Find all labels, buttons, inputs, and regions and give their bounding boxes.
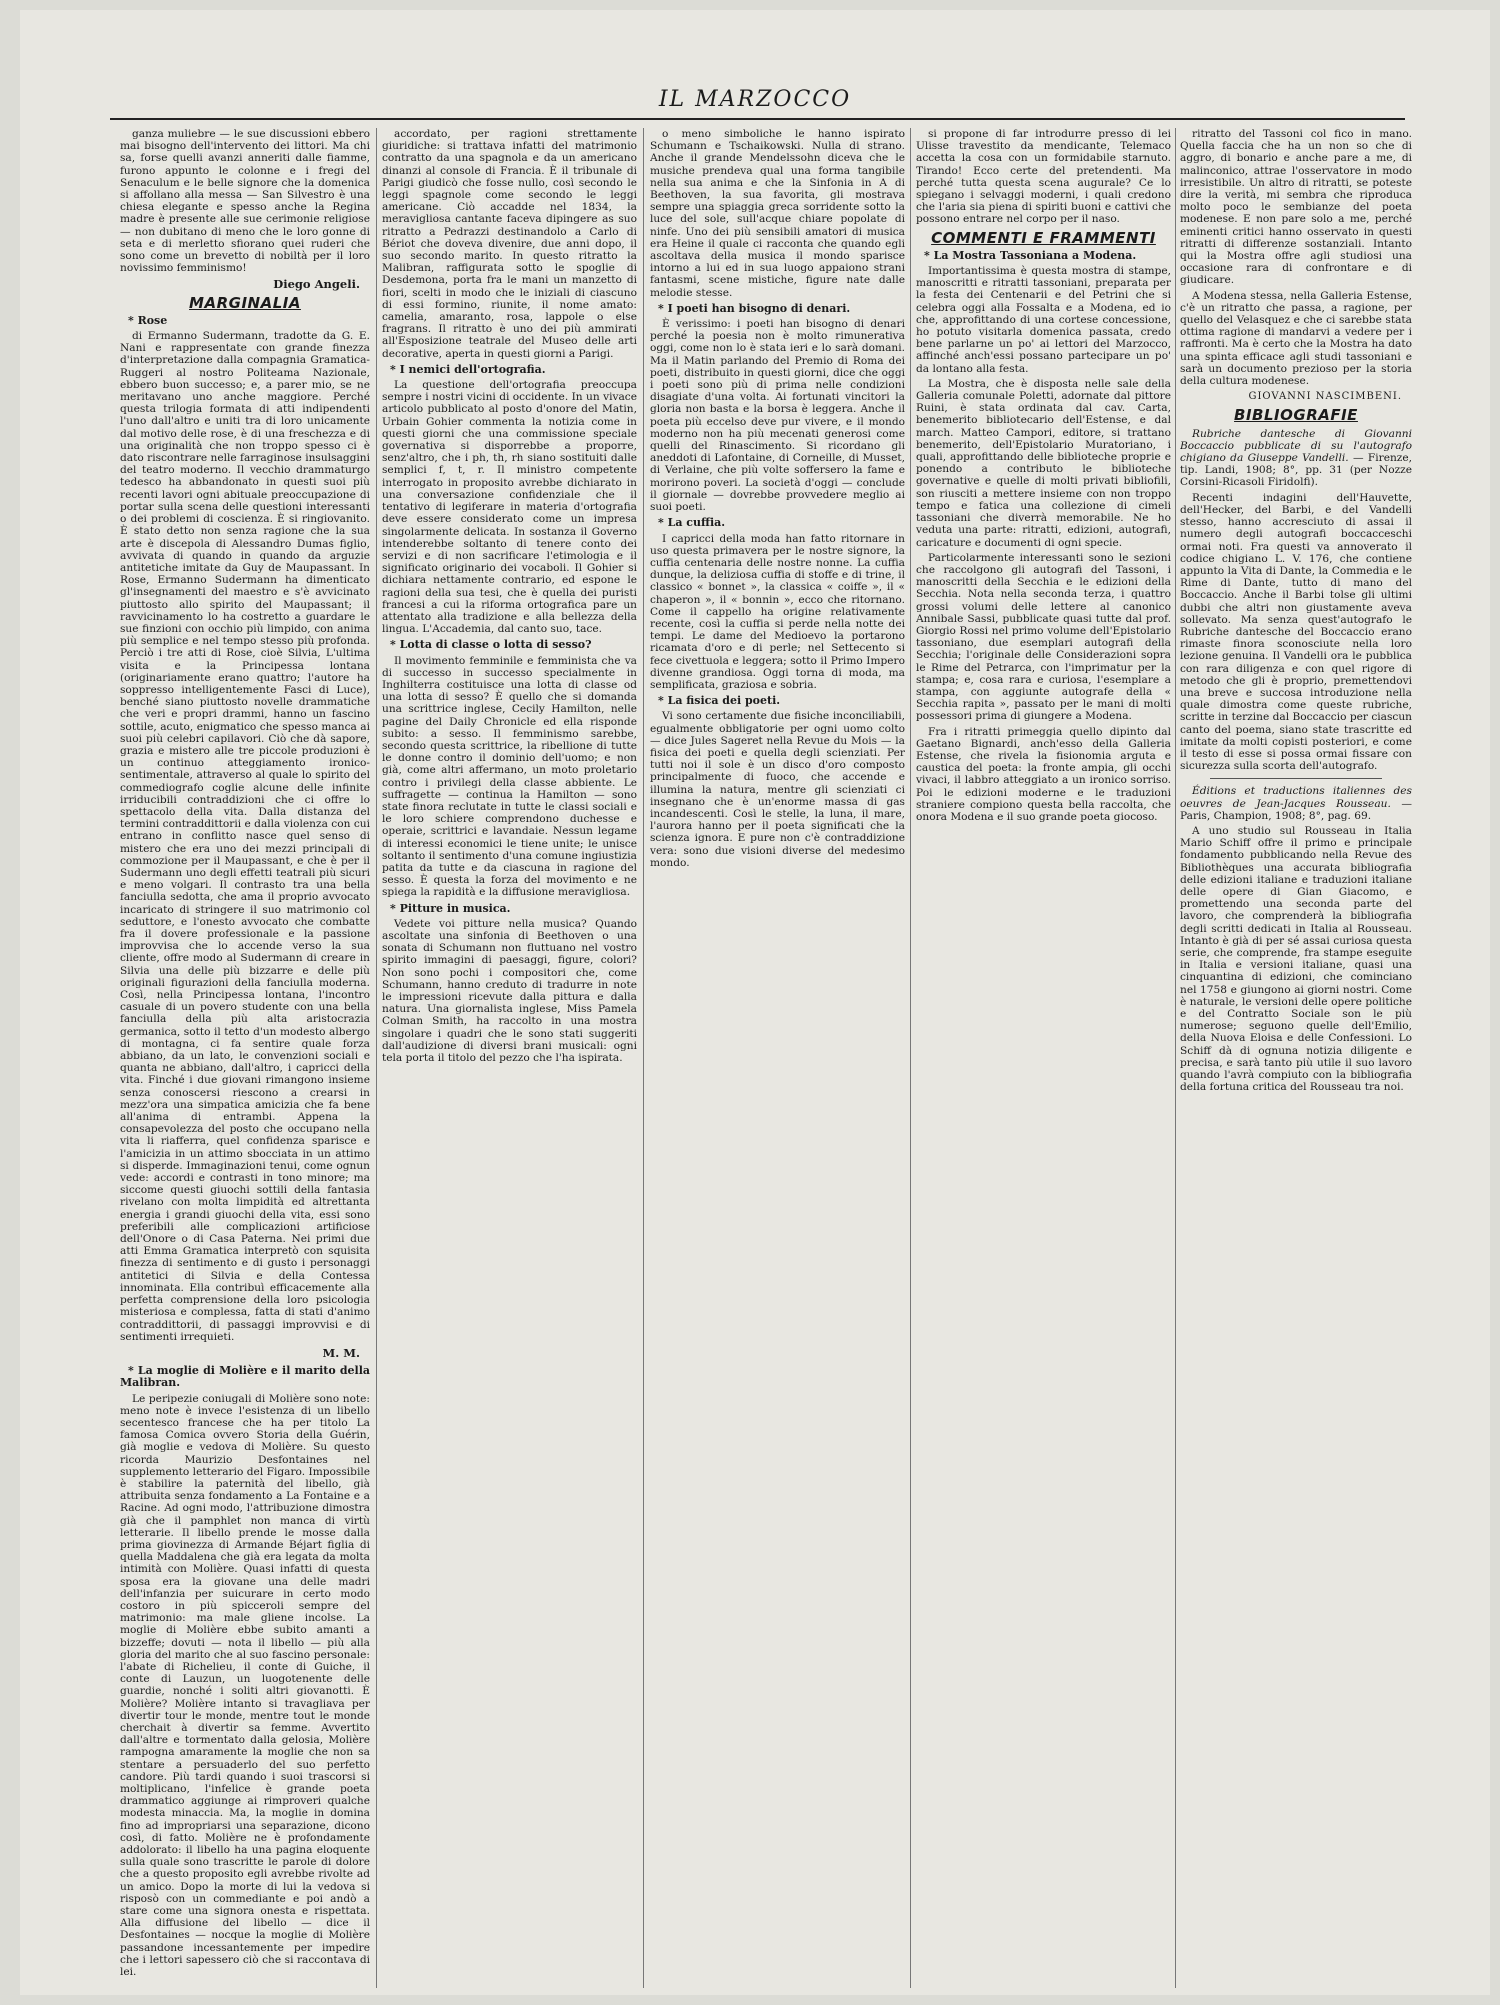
article-continuation-2: A Modena stessa, nella Galleria Estense, c'è un ritratto che passa, a ragione, per quello del Velasquez e che ci sarebbe stata ottima ragione di mandarvi a vedere per i raffronti. Ma è certo che la Mostra ha dato una spinta efficace agli studi tassoniani e sarà un documento prezioso per la storia della cultura modenese. [1180,289,1412,388]
article-text-denari: È verissimo: i poeti han bisogno di denari perché la poesia non è molto rimunerativa oggi, come non lo è stata ieri e lo sarà domani. Ma il Matin parlando del Premio di Roma dei poeti, distribuito in questi giorni, dice che oggi i poeti sono più di prima nelle condizioni disagiate d'una volta. Ai fortunati vincitori la gloria non basta e la borsa è leggera. Anche il poeta più eccelso deve pur vivere, e il mondo moderno non ha più mecenati generosi come quelli del Rinascimento. Si ricordano gli aneddoti di Lafontaine, di Corneille, di Musset, di Verlaine, che più volte soffersero la fame e morirono poveri. La società d'oggi — conclude il giornale — dovrebbe provvedere meglio ai suoi poeti. [650,318,905,514]
article-text-tassoniana-2: La Mostra, che è disposta nelle sale della Galleria comunale Poletti, adornate dal pittore Ruini, è stata ordinata dal cav. Carta, benemerito bibliotecario dell'Estense, e dal march. Matteo Campori, editore, si trattano benemerito, dell'Epistolario Muratoriano, i quali, approfittando delle biblioteche proprie e ponendo a contributo le biblioteche governative e quelle di molti privati bibliofili, son riusciti a mettere insieme con non troppo tempo e fatica una collezione di cimeli tassoniani che diverrà memorabile. Ne ho veduta una parte: ritratti, edizioni, autografi, caricature e documenti di ogni specie. [916,377,1171,549]
bibliography-entry-text: Recenti indagini dell'Hauvette, dell'Hecker, del Barbi, e del Vandelli stesso, hanno accresciuto di assai il numero degli autografi boccacceschi ormai noti. Fra questi va annoverato il codice chigiano L. V. 176, che contiene appunto la Vita di Dante, la Commedia e le Rime di Dante, tutto di mano del Boccaccio. Anche il Barbi tolse gli ultimi dubbi che altri non giustamente aveva sollevato. Ma senza quest'autografo le Rubriche dantesche del Boccaccio erano rimaste finora sconosciute nella loro lezione genuina. Il Vandelli ora le pubblica con rara diligenza e con quel rigore di metodo che gli è proprio, premettendovi una breve e succosa introduzione nella quale dimostra come queste rubriche, scritte in terzine dal Boccaccio per ciascun canto del poema, siano state trascritte ed imitate da molti copisti posteriori, e come il testo di esse si possa ormai fissare con sicurezza sulla scorta dell'autografo. [1180,491,1412,773]
article-text-lotta: Il movimento femminile e femminista che va di successo in successo specialmente in Inghilterra costituisce una lotta di classe od una lotta di sesso? È quello che si domanda una scrittrice inglese, Cecily Hamilton, nelle pagine del Daily Chronicle ed ella risponde subito: a sesso. Il femminismo sarebbe, secondo questa scrittrice, la ribellione di tutte le donne contro il dominio dell'uomo; e non già, come altri affermano, un moto proletario contro i privilegi della classe abbiente. Le suffragette — continua la Hamilton — sono state finora reclutate in tutte le classi sociali e le loro schiere comprendono duchesse e operaie, scrittrici e lavandaie. Nessun legame di interessi economici le tiene unite; le unisce soltanto il sentimento d'una comune ingiustizia patita da tutte e da ciascuna in ragione del sesso. È questa la forza del movimento e ne spiega la rapidità e la diffusione meravigliosa. [382,654,637,899]
article-title-moliere: * La moglie di Molière e il marito della Malibran. [120,1364,370,1390]
article-continuation: accordato, per ragioni strettamente giuridiche: si trattava infatti del matrimonio contratto da una spagnola e da un americano dinanzi al console di Francia. È il tribunale di Parigi giudicò che fosse nullo, così secondo le leggi spagnole come secondo le leggi americane. Ciò accadde nel 1834, la meravigliosa cantante faceva dipingere as suo ritratto a Pedrazzi destinandolo a Carlo di Bériot che doveva divenire, due anni dopo, il suo secondo marito. In questo ritratto la Malibran, raffigurata sotto le spoglie di Desdemona, porta fra le mani un manzetto di fiori, scelti in modo che le iniziali di ciascuno di essi formino, riunite, il nome amato: camelia, amaranto, rosa, lappole o else fragrans. Il ritratto è uno dei più ammirati all'Esposizione teatrale del Museo delle arti decorative, aperta in questi giorni a Parigi. [382,128,637,360]
article-continuation: ritratto del Tassoni col fico in mano. Quella faccia che ha un non so che di aggro, di bonario e anche pare a me, di malinconico, attrae l'osservatore in modo irresistibile. Un altro di ritratti, se poteste dire la verità, mi sembra che riproduca molto poco le sembianze del poeta modenese. E non pare solo a me, perché eminenti critici hanno osservato in questi ritratti di differenze sostanziali. Intanto qui la Mostra offre agli studiosi una occasione rara di confrontare e di giudicare. [1180,128,1412,287]
article-title-cuffia: * La cuffia. [658,516,726,530]
article-title-ortografia: * I nemici dell'ortografia. [390,362,546,376]
masthead-title: IL MARZOCCO [658,87,852,112]
article-title-tassoniana: * La Mostra Tassoniana a Modena. [924,248,1137,262]
column-1 [120,128,370,1988]
column-divider [910,128,911,1988]
column-5 [1180,128,1412,1988]
article-title-lotta: * Lotta di classe o lotta di sesso? [390,638,592,652]
column-2 [382,128,637,1988]
article-text-moliere: Le peripezie coniugali di Molière sono note: meno note è invece l'esistenza di un libello secentesco francese che ha per titolo La famosa Comica ovvero Storia della Guérin, già moglie e vedova di Molière. Su questo ricorda Maurizio Desfontaines nel supplemento letterario del Figaro. Impossibile è stabilire la paternità del libello, già attribuita senza fondamento a La Fontaine e a Racine. Ad ogni modo, l'attribuzione dimostra già che il pamphlet non manca di virtù letterarie. Il libello prende le mosse dalla prima giovinezza di Armande Béjart figlia di quella Maddalena che già era legata da molta intimità con Molière. Quasi infatti di questa sposa era la giovane una delle madri dell'infanzia per suicurare in certo modo costoro in più spicceroli sempre del matrimonio: ma male gliene incolse. La moglie di Molière ebbe subito amanti a bizzeffe; dovuti — nota il libello — più alla gloria del marito che al suo fascino personale: l'abate di Richelieu, il conte di Guiche, il conte di Lauzun, un luogotenente delle guardie, nonché i soliti altri giovanotti. È Molière? Molière intanto si travagliava per divertir tour le monde, mentre tout le monde cherchait à divertir sa femme. Avvertito dall'altre e tormentato dalla gelosia, Molière rampogna amaramente la moglie che non sa stentare a persuaderlo del suo perfetto candore. Più tardi quando i suoi trascorsi si moltiplicano, l'infelice è grande poeta drammatico aggiunge ai rimproveri qualche modesta minaccia. Ma, la moglie in domina fino ad impropriarsi una separazione, dicono così, di fatto. Molière ne è profondamente addolorato: il libello ha una pagina eloquente sulla quale sono trascritte le parole di dolore che a questo proposito egli avrebbe rivolte ad un amico. Dopo la morte di lui la vedova si risposò con un commediante e poi andò a stare come una signora onesta e rispettata. Alla diffusione del libello — dice il Desfontaines — nocque la moglie di Molière passandone incessantemente per impedire che i lettori sapessero ciò che si raccontava di lei. [120,1392,370,1979]
section-heading-marginalia: MARGINALIA [189,293,301,312]
article-text-cuffia: I capricci della moda han fatto ritornare in uso questa primavera per le nostre signore, la cuffia centenaria delle nostre nonne. La cuffia dunque, la deliziosa cuffia di stoffe e di trine, il classico « bonnet », la classica « coiffe », il « chaperon », il « bonnin », ecco che ritornano. Come il cappello ha origine relativamente recente, così la cuffia si perde nella notte dei tempi. Le dame del Medioevo la portarono ricamata d'oro e di perle; nel Settecento si fece civettuola e leggera; sotto il Primo Impero divenne grandiosa. Oggi torna di moda, ma semplificata, graziosa e sobria. [650,532,905,691]
bibliography-entry-title [1180,428,1412,489]
author-signature: GIOVANNI NASCIMBENI. [1248,391,1402,403]
article-continuation: ganza muliebre — le sue discussioni ebbero mai bisogno dell'intervento dei littori. Ma chi sa, forse quelli avanzi anneriti dalle fiamme, furono appunto le colonne e i fregi del Senaculum e le belle signore che la domenica si affollano alla messa — San Silvestro è una chiesa elegante e spesso anche la Regina madre è presente alle sue cerimonie religiose — non dubitano di meno che le loro gonne di seta e di merletto sfiorano quei ruderi che sono come un brevetto di nobiltà per il loro novissimo femminismo! [120,128,370,275]
newspaper-page [20,10,1490,1995]
book-title: Rubriche dantesche di Giovanni Boccaccio pubblicate di su l'autografo chigiano da Giuseppe Vandelli. [1180,427,1412,465]
article-title-denari: * I poeti han bisogno di denari. [658,301,851,315]
article-text-tassoniana-4: Fra i ritratti primeggia quello dipinto dal Gaetano Bignardi, anch'esso della Galleria Estense, che rivela la fisionomia arguta e caustica del poeta: la fronte ampia, gli occhi vivaci, il labbro atteggiato a un ironico sorriso. Poi le edizioni moderne e le traduzioni straniere compiono questa bella raccolta, che onora Modena e il suo grande poeta giocoso. [916,725,1171,823]
article-text-rose: di Ermanno Sudermann, tradotte da G. E. Nani e rappresentate con grande finezza d'interpretazione dalla compagnia Gramatica-Ruggeri al nostro Politeama Nazionale, ebbero buon successo; e, a parer mio, se ne meritavano uno anche maggiore. Perché questa trilogia formata di atti indipendenti l'uno dall'altro e uniti tra di loro unicamente dal motivo delle rose, è di una freschezza e di una originalità che non troppo spesso ci è dato riscontrare nelle farraginose insulsaggini del teatro moderno. Il vecchio drammaturgo tedesco ha abbandonato in questi suoi più recenti lavori ogni abituale preoccupazione di portar sulla scena delle questioni interessanti o dei problemi di coscienza. È si ringiovanito. È stato detto non senza ragione che la sua arte è discepola di Alessandro Dumas figlio, avvivata di quando in quando da arguzie antitetiche imitate da Guy de Maupassant. In Rose, Ermanno Sudermann ha dimenticato gl'insegnamenti del maestro e s'è avvicinato piuttosto allo spirito del Maupassant; il ravvicinamento lo ha costretto a guardare le sue finzioni con occhio più limpido, con anima più semplice e nel tempo stesso più profonda. Perciò i tre atti di Rose, cioè Silvia, L'ultima visita e la Principessa lontana (originariamente erano quattro; l'autore ha soppresso intelligentemente Fasci di Luce), benché siano piuttosto novelle drammatiche che veri e propri drammi, hanno un fascino sottile, acuto, enigmatico che spesso manca ai suoi più celebri capilavori. Ciò che dà sapore, grazia e mistero alle tre piccole produzioni è un continuo atteggiamento ironico-sentimentale, attraverso al quale lo spirito del commediografo coglie alcune delle infinite irriducibili contraddizioni che ci offre lo spettacolo della vita. Dalla distanza del termini contraddittorii e dalla violenza con cui entrano in conflitto nasce quel senso di mistero che era uno dei mezzi principali di commozione per il Maupassant, e che è per il Sudermann uno degli effetti teatrali più sicuri e meno volgari. Il contrasto tra una bella fanciulla sedotta, che ama il proprio avvocato incaricato di stringere il suo matrimonio col seduttore, e l'onesto avvocato che combatte fra il dovere professionale e la passione improvvisa che lo accende verso la sua cliente, offre modo al Sudermann di creare in Silvia una delle più bizzarre e delle più originali figurazioni della fanciulla moderna. Così, nella Principessa lontana, l'incontro casuale di un povero studente con una bella fanciulla della più alta aristocrazia germanica, sotto il tetto d'un modesto albergo di montagna, ci fa sentire quale forza abbiano, da un lato, le convenzioni sociali e quanta ne abbiano, dall'altro, i capricci della vita. Finché i due giovani rimangono insieme senza conoscersi riescono a crearsi in mezz'ora una simpatica amicizia che fa bene all'anima di entrambi. Appena la consapevolezza del posto che occupano nella vita li riafferra, quel confidenza sparisce e l'amicizia in un attimo sbocciata in un attimo si disperde. Immaginazioni tenui, come ognun vede: accordi e contrasti in tono minore; ma siccome questi giuochi sottili della fantasia rivelano con molta limpidità ed altrettanta energia i grandi giuochi della vita, essi sono preferibili alle complicazioni artificiose dell'Onore o di Casa Paterna. Nei primi due atti Emma Gramatica interpretò con squisita finezza di sentimento e di gusto i personaggi antitetici di Silvia e della Contessa innominata. Ella contribuì efficacemente alla perfetta comprensione della loro psicologia misteriosa e complessa, fatta di stati d'animo contraddittorii, di passaggi improvvisi e di sentimenti irrequieti. [120,330,370,1343]
entry-divider [1210,778,1382,779]
article-continuation: o meno simboliche le hanno ispirato Schumann e Tschaikowski. Nulla di strano. Anche il grande Mendelssohn diceva che le musiche prendeva qual una forma tangibile nella sua anima e che la Sinfonia in A di Beethoven, la sua favorita, gli mostrava sempre una spiaggia greca sorridente sotto la luce del sole, sull'acque chiare popolate di ninfe. Uno dei più sensibili amatori di musica era Heine il quale ci racconta che quando egli ascoltava della musica il mondo sparisce intorno a lui ed in sua luogo appaiono strani fantasmi, scene mistiche, figure nate dalle melodie stesse. [650,128,905,299]
column-divider [1175,128,1176,1988]
section-heading-bibliografie: BIBLIOGRAFIE [1234,406,1358,425]
author-signature: Diego Angeli. [273,277,360,292]
article-title-fisica: * La fisica dei poeti. [658,694,781,708]
book-title: Éditions et traductions italiennes des oeuvres de Jean-Jacques Rousseau. [1180,785,1412,810]
article-text-pitture: Vedete voi pitture nella musica? Quando ascoltate una sinfonia di Beethoven o una sonata di Schumann non fluttuano nel vostro spirito immagini di paesaggi, figure, colori? Non sono pochi i compositori che, come Schumann, hanno creduto di tradurre in note le impressioni ricevute dalla pittura e dalla natura. Una giornalista inglese, Miss Pamela Colman Smith, ha raccolto in una mostra singolare i quadri che le sono stati suggeriti dall'audizione di diversi brani musicali: ogni tela porta il titolo del pezzo che l'ha ispirata. [382,917,637,1065]
masthead-rule [110,118,1405,120]
bibliography-entry-text: A uno studio sul Rousseau in Italia Mario Schiff offre il primo e principale fondamento pubblicando nella Revue des Bibliothèques una accurata bibliografia delle edizioni italiane e traduzioni italiane delle opere di Gian Giacomo, e promettendo una seconda parte del lavoro, che comprenderà la bibliografia degli scritti dedicati in Italia al Rousseau. Intanto è già di per sé assai curiosa questa serie, che comprende, fra stampe eseguite in Italia e versioni italiane, quasi una cinquantina di edizioni, che cominciano nel 1758 e giungono ai giorni nostri. Come è naturale, le versioni delle opere politiche e del Contratto Sociale son le più numerose; seguono quelle dell'Emilio, della Nuova Eloisa e delle Confessioni. Lo Schiff dà di ognuna notizia diligente e precisa, e sarà tanto più utile il suo lavoro quando l'avrà compiuto con la bibliografia della fortuna critica del Rousseau tra noi. [1180,824,1412,1094]
book-reference: — Paris, Champion, 1908; 8°, pag. 69. [1180,797,1412,822]
article-title-rose: * Rose [128,313,168,327]
article-text-tassoniana: Importantissima è questa mostra di stampe, manoscritti e ritratti tassoniani, preparata per la festa dei Centenarii e del Petrini che si celebra oggi alla Fossalta e a Modena, ed io che, approfittando di una cortese concessione, ho potuto visitarla domenica passata, credo bene parlarne un po' ai lettori del Marzocco, affinché anch'essi possano partecipare un po' da lontano alla festa. [916,265,1171,375]
section-heading-commenti: COMMENTI E FRAMMENTI [931,228,1156,247]
column-divider [376,128,377,1988]
column-3 [650,128,905,1988]
article-title-pitture: * Pitture in musica. [390,901,511,915]
article-text-ortografia: La questione dell'ortografia preoccupa sempre i nostri vicini di occidente. In un vivace articolo pubblicato al posto d'onore del Matin, Urbain Gohier commenta la notizia come in questi giorni che una commissione speciale governativa si disporrebbe a proporre, senz'altro, che i ph, th, rh siano sostituiti dalle semplici f, t, r. Il ministro competente interrogato in proposito avrebbe dichiarato in una conversazione confidenziale che il tentativo di legiferare in materia d'ortografia deve essere considerato come un impresa singolarmente delicata. In sostanza il Governo intenderebbe soltanto di tenere conto dei servizi e di non sacrificare l'etimologia e il significato originario dei vocaboli. Il Gohier si dichiara nettamente contrario, ed espone le ragioni della sua tesi, che è quella dei puristi francesi a cui la riforma ortografica pare un attentato alla tradizione e alla bellezza della lingua. L'Accademia, dal canto suo, tace. [382,379,637,636]
article-continuation: si propone di far introdurre presso di lei Ulisse travestito da mendicante, Telemaco accetta la cosa con un formidabile starnuto. Tirando! Ecco certe del pretendenti. Ma perché tutta questa scena augurale? Ce lo spiegano i selvaggi moderni, i quali credono che l'aria sia piena di spiriti buoni e cattivi che possono entrare nel corpo per il naso. [916,128,1171,226]
article-text-fisica: Vi sono certamente due fisiche inconciliabili, egualmente obbligatorie per ogni uomo colto — dice Jules Sageret nella Revue du Mois — la fisica dei poeti e quella degli scienziati. Per tutti noi il sole è un disco d'oro composto principalmente di fuoco, che accende e illumina la natura, mentre gli scienziati ci insegnano che è un'enorme massa di gas incandescenti. Così le stelle, la luna, il mare, l'aurora hanno per il poeta significati che la scienza ignora. E pure non c'è contraddizione vera: sono due visioni diverse del medesimo mondo. [650,710,905,869]
article-text-tassoniana-3: Particolarmente interessanti sono le sezioni che raccolgono gli autografi del Tassoni, i manoscritti della Secchia e le edizioni della Secchia. Nota nella seconda terza, i quattro grossi volumi delle lettere al canonico Annibale Sassi, pubblicate quasi tutte dal prof. Giorgio Rossi nel primo volume dell'Epistolario tassoniano, due esemplari autografi della Secchia; l'originale delle Considerazioni sopra le Rime del Petrarca, con l'imprimatur per la stampa; e, cosa rara e curiosa, l'esemplare a stampa, con aggiunte autografe della « Secchia rapita », passato per le mani di molti possessori prima di giungere a Modena. [916,551,1171,723]
column-4 [916,128,1171,1988]
bibliography-entry-title [1180,785,1412,822]
column-divider [643,128,644,1988]
article-signature-rose: M. M. [322,1345,360,1360]
book-reference: — Firenze, tip. Landi, 1908; 8°, pp. 31 (per Nozze Corsini-Ricasoli Firidolfi). [1180,452,1412,489]
